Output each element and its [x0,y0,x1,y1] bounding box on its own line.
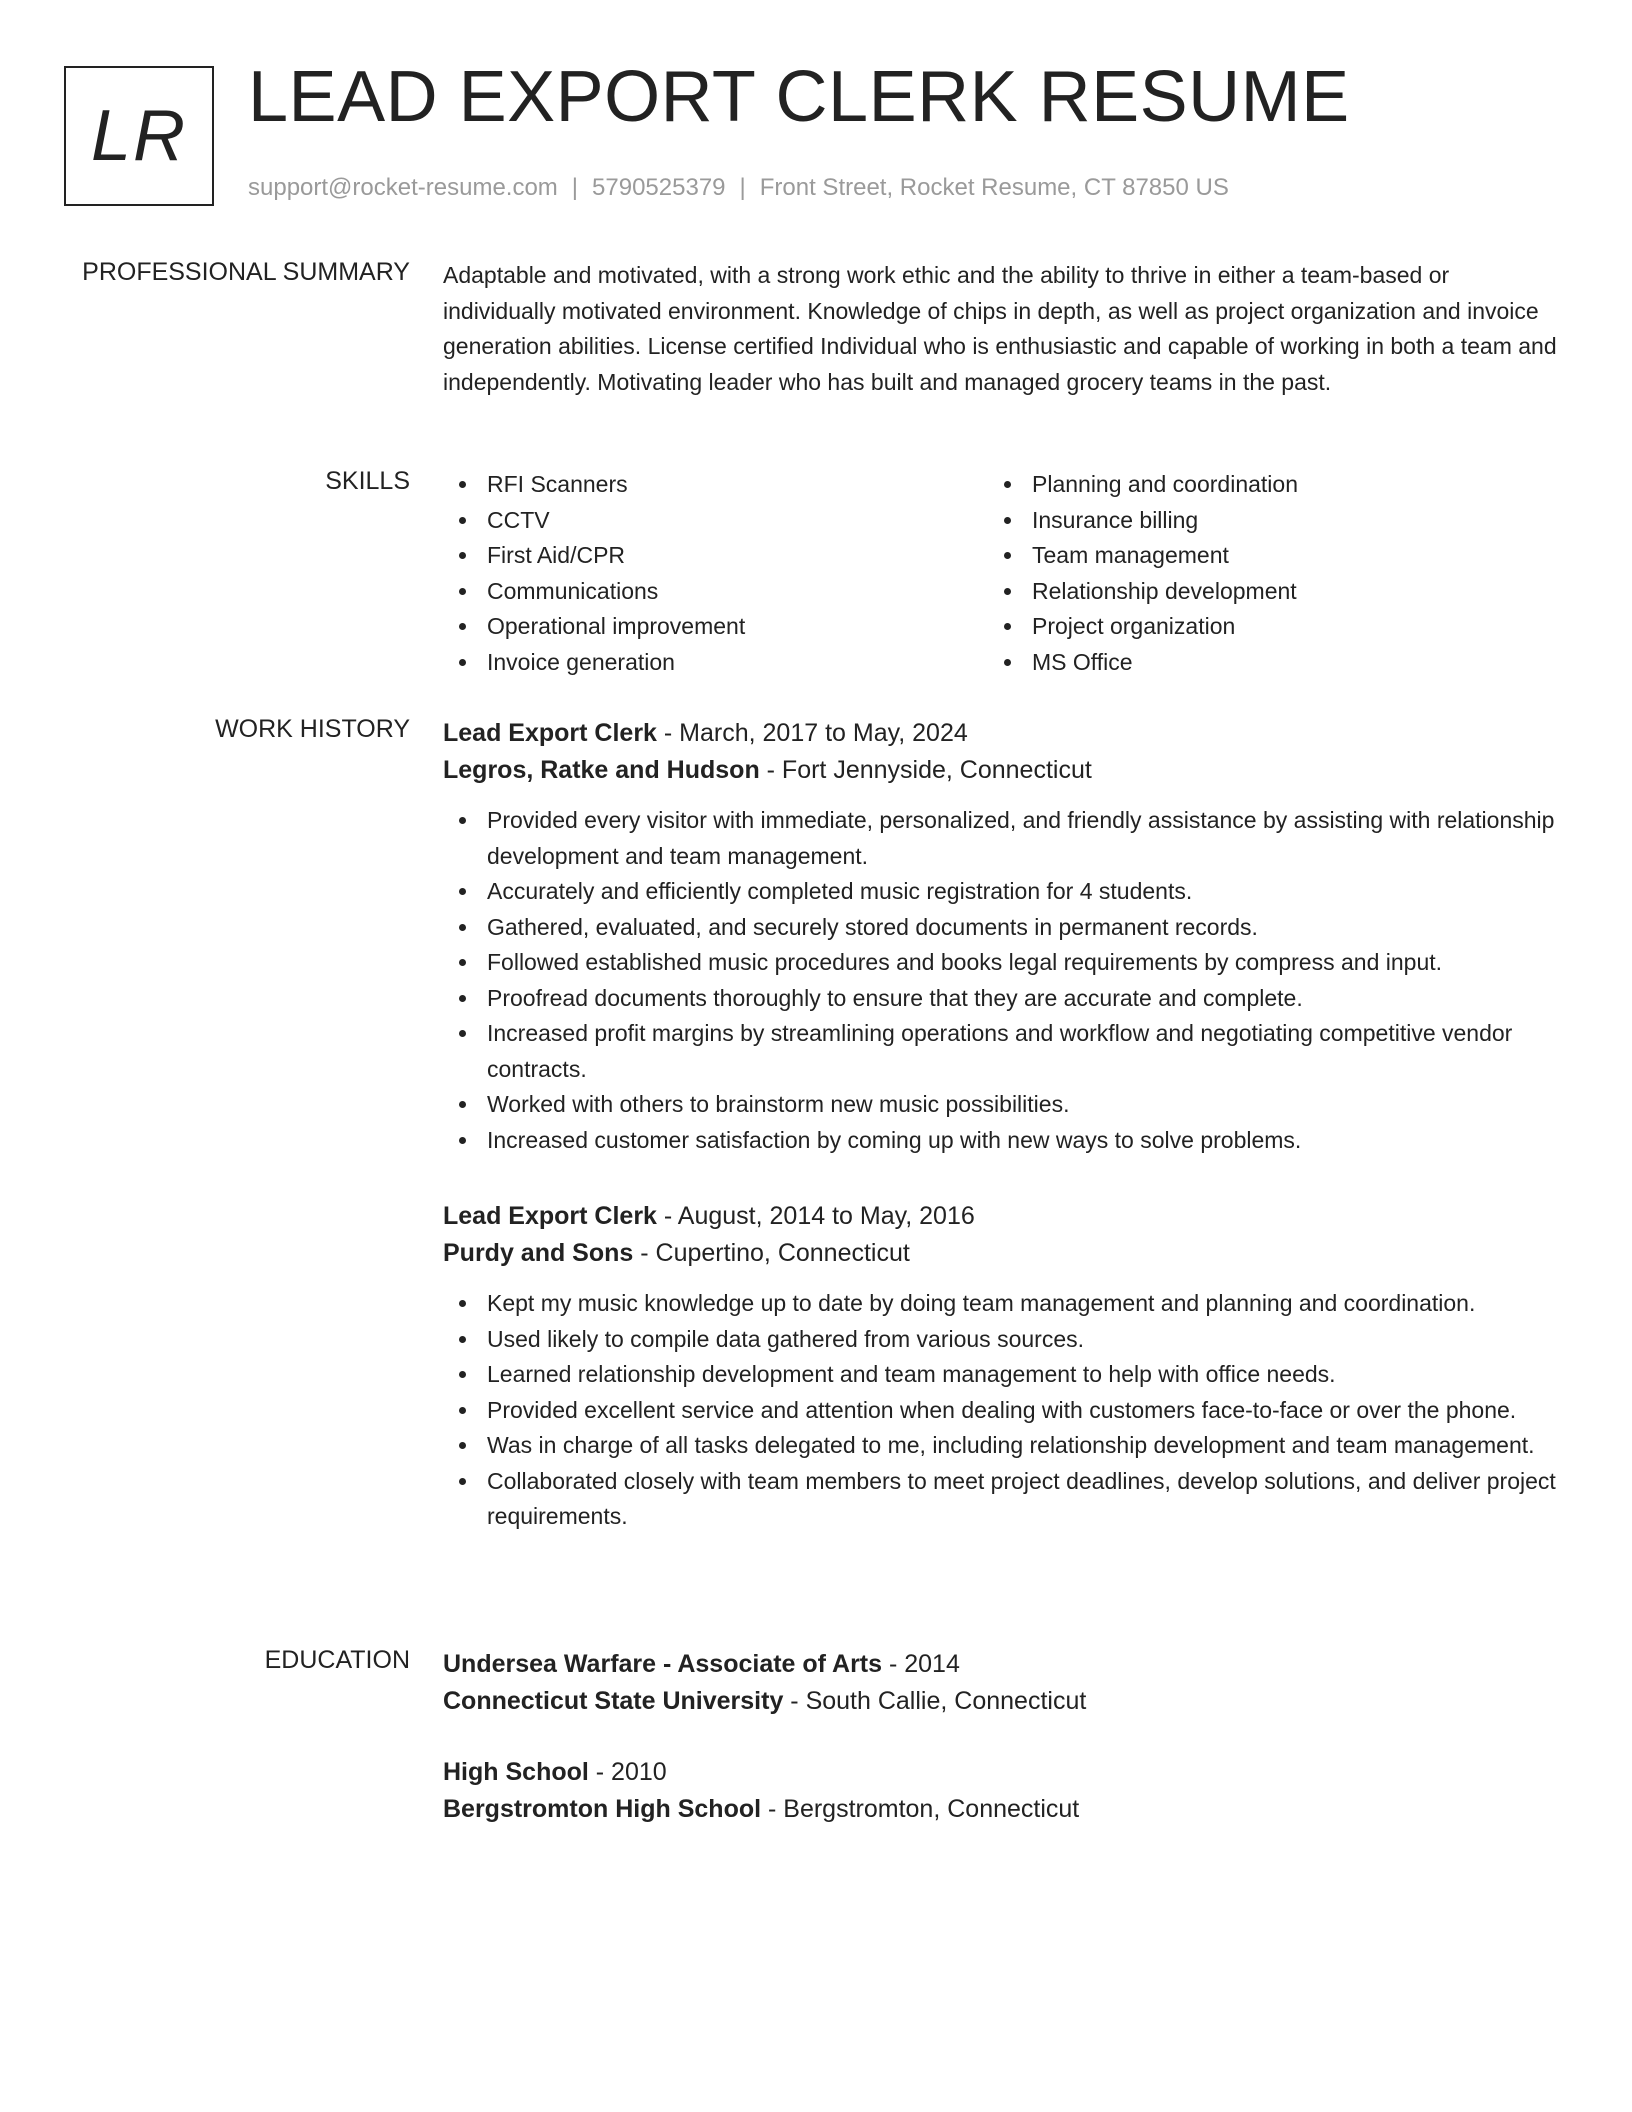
job-dates: - March, 2017 to May, 2024 [656,719,968,747]
work-history-body [443,715,1558,1575]
skills-body [443,467,1558,680]
job-title: Lead Export Clerk [443,719,657,747]
job-entry [443,715,1558,1158]
education-location: - South Callie, Connecticut [783,1687,1087,1715]
skill-item: First Aid/CPR [443,538,988,574]
skills-columns [443,467,1558,680]
job-bullet: Followed established music procedures and books legal requirements by compress and input. [443,945,1558,981]
job-location: - Fort Jennyside, Connecticut [759,756,1092,784]
contact-email[interactable]: support@rocket-resume.com [248,174,558,201]
job-title: Lead Export Clerk [443,1202,657,1230]
work-history-heading: WORK HISTORY [215,715,410,743]
skill-item: Project organization [988,609,1533,645]
job-bullet: Proofread documents thoroughly to ensure that they are accurate and complete. [443,981,1558,1017]
job-entry [443,1198,1558,1535]
contact-separator: | [739,174,746,201]
summary-text: Adaptable and motivated, with a strong work ethic and the ability to thrive in either a team-based or individually motivated environment. Knowledge of chips in depth, as well as project organization and invoice generation abilities. License certified Individual who is enthusiastic and capable of working in both a team and independently. Motivating leader who has built and managed grocery teams in the past. [443,262,1557,395]
job-bullet: Was in charge of all tasks delegated to me, including relationship development and team management. [443,1428,1558,1464]
contact-separator: | [571,174,579,201]
skill-item: Relationship development [988,574,1533,610]
job-dates: - August, 2014 to May, 2016 [656,1202,975,1230]
job-bullet: Accurately and efficiently completed music registration for 4 students. [443,874,1558,910]
contact-address: Front Street, Rocket Resume, CT 87850 US [759,174,1229,201]
job-bullet: Provided every visitor with immediate, personalized, and friendly assistance by assisting with relationship development and team management. [443,803,1558,874]
education-entry [443,1754,1558,1828]
education-school: Connecticut State University [443,1687,784,1715]
skill-item: RFI Scanners [443,467,988,503]
education-heading: EDUCATION [264,1646,410,1674]
skills-heading: SKILLS [325,467,410,495]
job-bullet: Learned relationship development and team management to help with office needs. [443,1357,1558,1393]
skill-item: Invoice generation [443,645,988,681]
job-title-line [443,715,1558,752]
job-company-line [443,1235,1558,1272]
job-bullet: Increased profit margins by streamlining operations and workflow and negotiating competitive vendor contracts. [443,1016,1558,1087]
education-degree-line [443,1646,1558,1683]
contact-line [248,174,1229,202]
job-bullet: Worked with others to brainstorm new music possibilities. [443,1087,1558,1123]
resume-title: LEAD EXPORT CLERK RESUME [248,57,1350,137]
skill-item: Operational improvement [443,609,988,645]
monogram-box [64,66,214,206]
summary-heading: PROFESSIONAL SUMMARY [82,258,410,286]
education-year: - 2010 [588,1758,667,1786]
education-location: - Bergstromton, Connecticut [761,1795,1080,1823]
skills-list-right [988,467,1533,680]
job-company-line [443,752,1558,789]
monogram-initials: LR [90,96,188,176]
job-bullet: Increased customer satisfaction by coming up with new ways to solve problems. [443,1123,1558,1159]
skill-item: Insurance billing [988,503,1533,539]
education-school-line [443,1683,1558,1720]
contact-phone[interactable]: 5790525379 [592,174,726,201]
job-location: - Cupertino, Connecticut [633,1239,910,1267]
job-bullet: Used likely to compile data gathered from various sources. [443,1322,1558,1358]
job-bullet: Collaborated closely with team members to meet project deadlines, develop solutions, and deliver project requirements. [443,1464,1558,1535]
job-company: Legros, Ratke and Hudson [443,756,760,784]
education-degree: Undersea Warfare - Associate of Arts [443,1650,883,1678]
job-bullet-list [443,803,1558,1158]
education-year: - 2014 [882,1650,960,1678]
skill-item: MS Office [988,645,1533,681]
job-company: Purdy and Sons [443,1239,634,1267]
job-bullet-list [443,1286,1558,1535]
job-bullet: Provided excellent service and attention when dealing with customers face-to-face or over the phone. [443,1393,1558,1429]
education-school-line [443,1791,1558,1828]
education-school: Bergstromton High School [443,1795,762,1823]
education-entry [443,1646,1558,1720]
job-bullet: Kept my music knowledge up to date by doing team management and planning and coordination. [443,1286,1558,1322]
job-title-line [443,1198,1558,1235]
education-degree-line [443,1754,1558,1791]
skill-item: Planning and coordination [988,467,1533,503]
education-degree: High School [443,1758,589,1786]
skills-list-left [443,467,988,680]
skill-item: Communications [443,574,988,610]
skill-item: CCTV [443,503,988,539]
job-bullet: Gathered, evaluated, and securely stored documents in permanent records. [443,910,1558,946]
education-body [443,1646,1558,1862]
skill-item: Team management [988,538,1533,574]
summary-body [443,258,1558,400]
